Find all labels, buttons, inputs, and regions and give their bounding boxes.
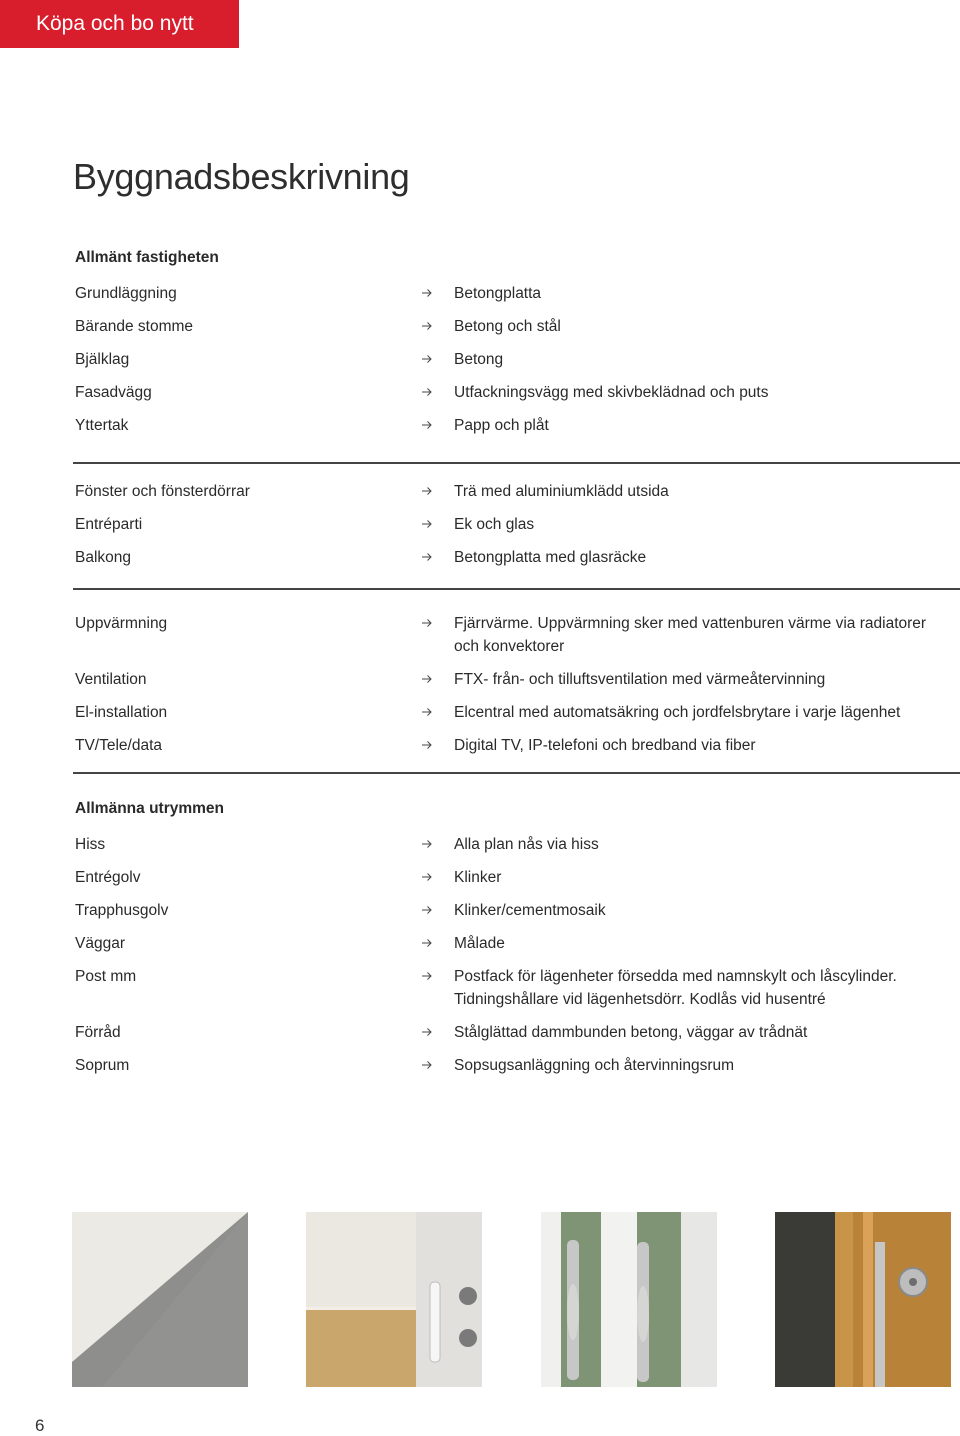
spec-row bbox=[73, 734, 960, 767]
spec-value: Stålglättad dammbunden betong, väggar av trådnät bbox=[454, 1024, 808, 1041]
section-heading: Allmänna utrymmen bbox=[75, 800, 225, 817]
spec-value: Papp och plåt bbox=[454, 417, 549, 434]
arrow-right-icon bbox=[421, 937, 433, 949]
arrow-right-icon bbox=[421, 904, 433, 916]
spec-row bbox=[73, 1021, 960, 1054]
spec-row bbox=[73, 546, 960, 579]
section-heading: Allmänt fastigheten bbox=[75, 249, 219, 266]
page-number: 6 bbox=[35, 1416, 45, 1435]
section-installations bbox=[73, 612, 960, 767]
spec-value: FTX- från- och tilluftsventilation med värmeåtervinning bbox=[454, 671, 826, 688]
spec-value: Digital TV, IP-telefoni och bredband via fiber bbox=[454, 737, 756, 754]
arrow-right-icon bbox=[421, 287, 433, 299]
page-title: Byggnadsbeskrivning bbox=[73, 156, 410, 197]
spec-value: Betongplatta med glasräcke bbox=[454, 549, 647, 566]
spec-label: Post mm bbox=[75, 968, 137, 985]
spec-value: Betong och stål bbox=[454, 318, 561, 335]
spec-value: Sopsugsanläggning och återvinningsrum bbox=[454, 1057, 735, 1074]
photo-window-handles bbox=[541, 1212, 717, 1387]
spec-row bbox=[73, 833, 960, 866]
arrow-right-icon bbox=[421, 617, 433, 629]
spec-label: Entréparti bbox=[75, 516, 143, 533]
spec-label: Grundläggning bbox=[75, 285, 177, 302]
arrow-right-icon bbox=[421, 1059, 433, 1071]
spec-label: Balkong bbox=[75, 549, 132, 566]
spec-row bbox=[73, 701, 960, 734]
spec-row bbox=[73, 1054, 960, 1087]
spec-row bbox=[73, 348, 960, 381]
spec-value: Klinker bbox=[454, 869, 502, 886]
arrow-right-icon bbox=[421, 739, 433, 751]
spec-label: Förråd bbox=[75, 1024, 121, 1041]
spec-label: Ventilation bbox=[75, 671, 147, 688]
spec-label: Hiss bbox=[75, 836, 106, 853]
arrow-right-icon bbox=[421, 706, 433, 718]
arrow-right-icon bbox=[421, 386, 433, 398]
arrow-right-icon bbox=[421, 1026, 433, 1038]
section-general-property bbox=[73, 249, 960, 447]
section-tab-label: Köpa och bo nytt bbox=[36, 12, 194, 35]
spec-label: Soprum bbox=[75, 1057, 130, 1074]
arrow-right-icon bbox=[421, 970, 433, 982]
spec-label: TV/Tele/data bbox=[75, 737, 163, 754]
spec-label: Bärande stomme bbox=[75, 318, 194, 335]
spec-value: Målade bbox=[454, 935, 505, 952]
arrow-right-icon bbox=[421, 353, 433, 365]
spec-value: Postfack för lägenheter försedda med namnskylt och låscylinder. Tidningshållare vid lägenhetsdörr. Kodlås vid husentré bbox=[454, 968, 897, 1008]
section-divider bbox=[73, 588, 960, 590]
arrow-right-icon bbox=[421, 518, 433, 530]
spec-value: Betongplatta bbox=[454, 285, 542, 302]
photo-floor-materials bbox=[72, 1212, 248, 1387]
spec-value: Trä med aluminiumklädd utsida bbox=[454, 483, 669, 500]
arrow-right-icon bbox=[421, 871, 433, 883]
spec-label: El-installation bbox=[75, 704, 168, 721]
spec-row bbox=[73, 513, 960, 546]
spec-value: Utfackningsvägg med skivbeklädnad och puts bbox=[454, 384, 769, 401]
arrow-right-icon bbox=[421, 419, 433, 431]
spec-row bbox=[73, 899, 960, 932]
photo-interior-door bbox=[306, 1212, 482, 1387]
spec-label: Bjälklag bbox=[75, 351, 130, 368]
spec-row bbox=[73, 315, 960, 348]
spec-label: Fasadvägg bbox=[75, 384, 152, 401]
spec-value: Klinker/cementmosaik bbox=[454, 902, 606, 919]
photo-entry-door-lock bbox=[775, 1212, 951, 1387]
spec-row bbox=[73, 414, 960, 447]
spec-label: Entrégolv bbox=[75, 869, 141, 886]
spec-label: Trapphusgolv bbox=[75, 902, 169, 919]
spec-row bbox=[73, 282, 960, 315]
spec-value: Alla plan nås via hiss bbox=[454, 836, 599, 853]
arrow-right-icon bbox=[421, 838, 433, 850]
spec-label: Uppvärmning bbox=[75, 615, 168, 632]
arrow-right-icon bbox=[421, 320, 433, 332]
spec-value: Ek och glas bbox=[454, 516, 535, 533]
section-common-areas bbox=[73, 800, 960, 1087]
spec-row bbox=[73, 866, 960, 899]
spec-value: Elcentral med automatsäkring och jordfelsbrytare i varje lägenhet bbox=[454, 704, 901, 721]
spec-row bbox=[73, 932, 960, 965]
spec-label: Väggar bbox=[75, 935, 125, 952]
section-divider bbox=[73, 462, 960, 464]
spec-row bbox=[73, 612, 960, 668]
spec-row bbox=[73, 965, 960, 1021]
arrow-right-icon bbox=[421, 551, 433, 563]
arrow-right-icon bbox=[421, 485, 433, 497]
section-windows-doors bbox=[73, 480, 960, 579]
spec-row bbox=[73, 480, 960, 513]
spec-value: Betong bbox=[454, 351, 504, 368]
spec-row bbox=[73, 381, 960, 414]
spec-label: Yttertak bbox=[75, 417, 129, 434]
spec-row bbox=[73, 668, 960, 701]
section-tab bbox=[0, 0, 239, 48]
arrow-right-icon bbox=[421, 673, 433, 685]
section-divider bbox=[73, 772, 960, 774]
spec-label: Fönster och fönsterdörrar bbox=[75, 483, 250, 500]
spec-value: Fjärrvärme. Uppvärmning sker med vattenburen värme via radiatorer och konvektorer bbox=[454, 615, 927, 655]
